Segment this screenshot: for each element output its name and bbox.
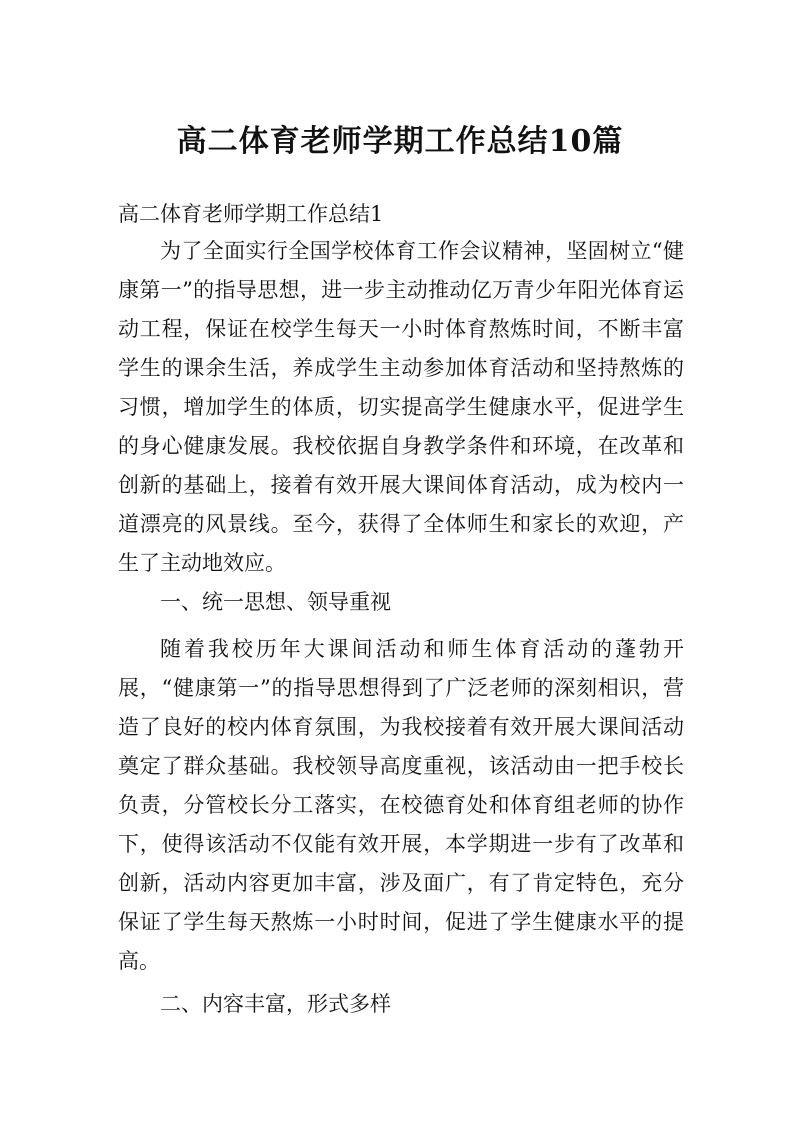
heading-unified-thinking: 一、统一思想、领导重视 [160,590,391,614]
paragraph-leadership: 随着我校历年大课间活动和师生体育活动的蓬勃开展，“健康第一”的指导思想得到了广泛老师的深刻相识，营造了良好的校内体育氛围，为我校接着有效开展大课间活动奠定了群众基础。我校领导高度重视，该活动由一把手校长负责，分管校长分工落实，在校德育处和体育组老师的协作下，使得该活动不仅能有效开展，本学期进一步有了改革和创新，活动内容更加丰富，涉及面广，有了肯定特色，充分保证了学生每天熬炼一小时时间，促进了学生健康水平的提高。 [118,637,684,973]
document-body [118,196,684,1024]
document-title: 高二体育老师学期工作总结10篇 [176,124,624,159]
section-title: 高二体育老师学期工作总结1 [118,202,384,226]
paragraph-intro: 为了全面实行全国学校体育工作会议精神，坚固树立“健康第一”的指导思想，进一步主动推动亿万青少年阳光体育运动工程，保证在校学生每天一小时体育熬炼时间，不断丰富学生的课余生活，养成学生主动参加体育活动和坚持熬炼的习惯，增加学生的体质，切实提高学生健康水平，促进学生的身心健康发展。我校依据自身教学条件和环境，在改革和创新的基础上，接着有效开展大课间体育活动，成为校内一道漂亮的风景线。至今，获得了全体师生和家长的欢迎，产生了主动地效应。 [118,239,684,575]
heading-rich-content: 二、内容丰富，形式多样 [160,992,391,1016]
